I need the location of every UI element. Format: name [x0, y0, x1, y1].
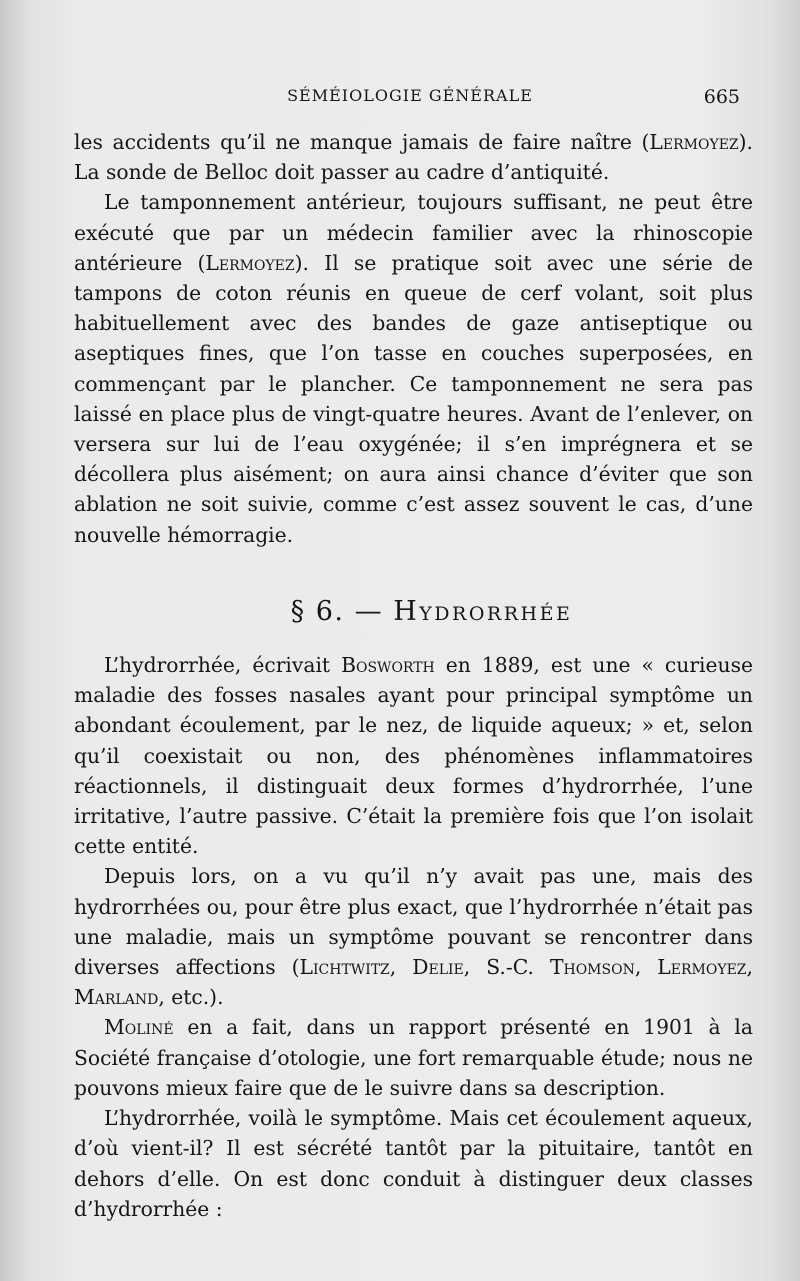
- paragraphs-after-section: [74, 650, 753, 1224]
- page-number: 665: [703, 86, 740, 108]
- paragraph: [74, 187, 753, 549]
- text-segment: ,: [634, 955, 658, 980]
- paragraphs-before-section: [74, 127, 753, 550]
- body-text: [74, 127, 753, 1224]
- author-name: Lermoyez: [649, 130, 739, 154]
- author-name: Lermoyez: [657, 955, 747, 980]
- text-segment: , S.-C.: [463, 955, 550, 980]
- page-header: [80, 86, 740, 110]
- text-segment: , etc.).: [158, 985, 224, 1010]
- text-segment: ). La sonde de Belloc doit passer au cadre d’antiquité.: [74, 130, 753, 185]
- paragraph: [74, 861, 753, 1012]
- author-name: Lichtwitz: [299, 955, 390, 980]
- paragraph: [74, 1103, 753, 1224]
- text-segment: ). Il se pratique soit avec une série de tampons de coton réunis en queue de cerf volant, soit plus habituellement avec des bandes de gaze antiseptique ou aseptiques fines, que l’on tasse en couches superposées, en commençant par le plancher. Ce tamponnement ne sera pas laissé en place plus de vingt-quatre heures. Avant de l’enlever, on versera sur lui de l’eau oxygénée; il s’en imprégnera et se décollera plus aisément; on aura ainsi chance d’éviter que son ablation ne soit suivie, comme c’est assez souvent le cas, d’une nouvelle hémorragie.: [74, 250, 753, 547]
- paragraph: [74, 650, 753, 861]
- author-name: Thomson: [549, 955, 635, 980]
- author-name: Delie: [412, 955, 464, 980]
- text-segment: en 1889, est une « curieuse maladie des fosses nasales ayant pour principal symptôme un abondant écoulement, par le nez, de liquide aqueux; » et, selon qu’il coexistait ou non, des phénomènes inflammatoires réactionnels, il distinguait deux formes d’hydrorrhée, l’une irritative, l’autre passive. C’était la première fois que l’on isolait cette entité.: [74, 653, 754, 859]
- paragraph: [74, 127, 753, 187]
- running-title: SÉMÉIOLOGIE GÉNÉRALE: [287, 86, 533, 105]
- author-name: Lermoyez: [205, 250, 295, 275]
- section-heading: [74, 597, 753, 627]
- author-name: Marland: [74, 985, 159, 1010]
- section-title: Hydrorrhée: [393, 595, 573, 627]
- section-dash: —: [354, 595, 384, 627]
- text-segment: L’hydrorrhée, voilà le symptôme. Mais cet écoulement aqueux, d’où vient-il? Il est sécrété tantôt par la pituitaire, tantôt en dehors d’elle. On est donc conduit à distinguer deux classes d’hydrorrhée :: [74, 1106, 753, 1221]
- text-segment: les accidents qu’il ne manque jamais de faire naître (: [74, 130, 650, 154]
- text-segment: L’hydrorrhée, écrivait: [104, 653, 342, 678]
- text-segment: ,: [389, 955, 413, 980]
- text-segment: en a fait, dans un rapport présenté en 1901 à la Société française d’otologie, une fort remarquable étude; nous ne pouvons mieux faire que de le suivre dans sa description.: [74, 1015, 753, 1100]
- paragraph: [74, 1012, 753, 1103]
- section-number: § 6.: [290, 595, 345, 627]
- author-name: Moliné: [104, 1015, 174, 1040]
- author-name: Bosworth: [341, 653, 435, 678]
- text-segment: Depuis lors, on a vu qu’il n’y avait pas une, mais des hydrorrhées ou, pour être plus exact, que l’hydrorrhée n’était pas une maladie, mais un symptôme pouvant se rencontrer dans diverses affections (: [74, 864, 753, 980]
- text-segment: ,: [746, 955, 753, 980]
- text-segment: Le tamponnement antérieur, toujours suffisant, ne peut être exécuté que par un médecin familier avec la rhinoscopie antérieure (: [74, 190, 753, 275]
